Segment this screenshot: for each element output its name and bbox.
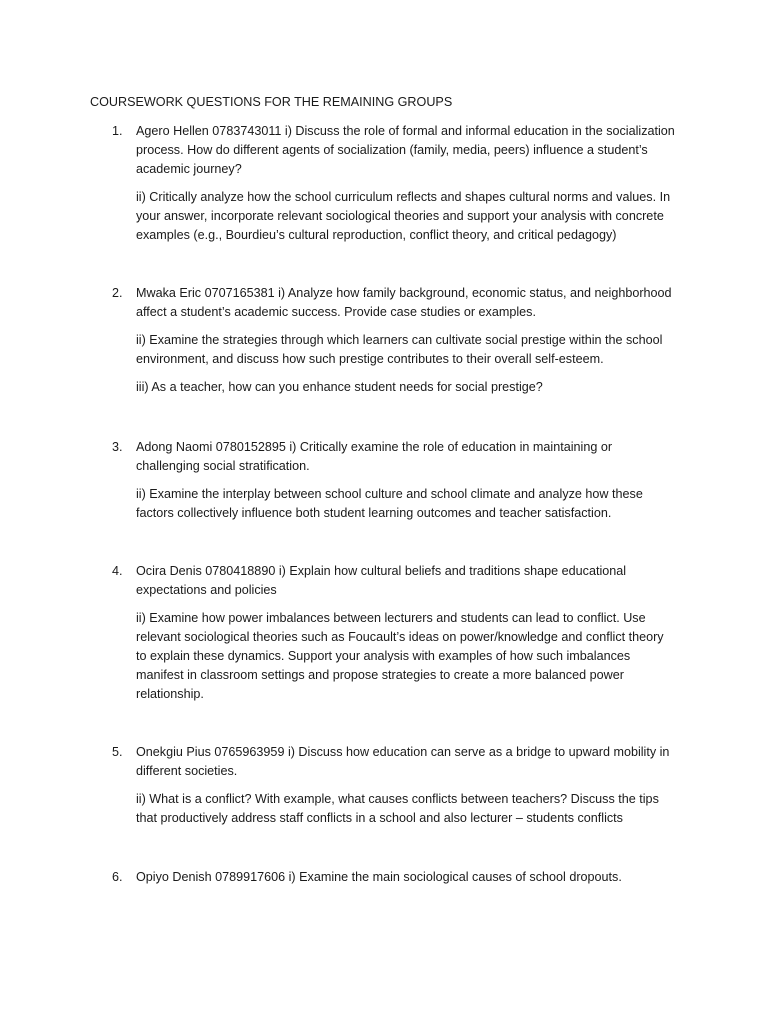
question-paragraph bbox=[136, 743, 690, 781]
text-line: academic journey? bbox=[136, 162, 242, 176]
item-number: 6. bbox=[112, 870, 123, 884]
list-item bbox=[90, 122, 690, 245]
item-number: 1. bbox=[112, 124, 123, 138]
question-paragraph bbox=[136, 609, 690, 704]
text-line: Agero Hellen 0783743011 i) Discuss the role of formal and informal education in the socialization bbox=[136, 124, 675, 138]
item-number: 5. bbox=[112, 745, 123, 759]
item-body bbox=[136, 868, 690, 887]
text-line: ii) Critically analyze how the school curriculum reflects and shapes cultural norms and values. In bbox=[136, 190, 671, 204]
document-heading: COURSEWORK QUESTIONS FOR THE REMAINING GROUPS bbox=[90, 95, 453, 109]
text-line: Onekgiu Pius 0765963959 i) Discuss how education can serve as a bridge to upward mobility in bbox=[136, 745, 670, 759]
item-number: 2. bbox=[112, 286, 123, 300]
text-line: relevant sociological theories such as Foucault’s ideas on power/knowledge and conflict theory bbox=[136, 630, 664, 644]
text-line: different societies. bbox=[136, 764, 238, 778]
text-line: examples (e.g., Bourdieu’s cultural reproduction, conflict theory, and critical pedagogy) bbox=[136, 228, 617, 242]
question-paragraph bbox=[136, 188, 690, 245]
text-line: Ocira Denis 0780418890 i) Explain how cultural beliefs and traditions shape educational bbox=[136, 564, 627, 578]
text-line: ii) What is a conflict? With example, what causes conflicts between teachers? Discuss the tips bbox=[136, 792, 659, 806]
item-number: 4. bbox=[112, 564, 123, 578]
text-line: your answer, incorporate relevant sociological theories and support your analysis with concrete bbox=[136, 209, 664, 223]
item-body bbox=[136, 743, 690, 828]
item-number: 3. bbox=[112, 440, 123, 454]
text-line: relationship. bbox=[136, 687, 204, 701]
question-paragraph bbox=[136, 331, 690, 369]
item-body bbox=[136, 562, 690, 704]
list-item bbox=[90, 284, 690, 397]
question-paragraph bbox=[136, 438, 690, 476]
text-line: affect a student’s academic success. Provide case studies or examples. bbox=[136, 305, 536, 319]
question-paragraph bbox=[136, 868, 690, 887]
question-paragraph bbox=[136, 562, 690, 600]
item-body bbox=[136, 122, 690, 245]
text-line: ii) Examine how power imbalances between lecturers and students can lead to conflict. Use bbox=[136, 611, 646, 625]
item-body bbox=[136, 438, 690, 523]
list-item bbox=[90, 562, 690, 704]
text-line: ii) Examine the interplay between school culture and school climate and analyze how these bbox=[136, 487, 643, 501]
question-paragraph bbox=[136, 122, 690, 179]
text-line: Mwaka Eric 0707165381 i) Analyze how family background, economic status, and neighborhood bbox=[136, 286, 672, 300]
text-line: manifest in classroom settings and propose strategies to create a more balanced power bbox=[136, 668, 624, 682]
list-item bbox=[90, 743, 690, 828]
question-paragraph bbox=[136, 284, 690, 322]
list-item bbox=[90, 438, 690, 523]
question-paragraph bbox=[136, 790, 690, 828]
text-line: to explain these dynamics. Support your analysis with examples of how such imbalances bbox=[136, 649, 631, 663]
text-line: factors collectively influence both student learning outcomes and teacher satisfaction. bbox=[136, 506, 612, 520]
text-line: iii) As a teacher, how can you enhance student needs for social prestige? bbox=[136, 380, 543, 394]
question-paragraph bbox=[136, 378, 690, 397]
item-body bbox=[136, 284, 690, 397]
text-line: ii) Examine the strategies through which learners can cultivate social prestige within the school bbox=[136, 333, 663, 347]
question-paragraph bbox=[136, 485, 690, 523]
text-line: Adong Naomi 0780152895 i) Critically examine the role of education in maintaining or bbox=[136, 440, 613, 454]
list-item bbox=[90, 868, 690, 887]
text-line: challenging social stratification. bbox=[136, 459, 310, 473]
text-line: expectations and policies bbox=[136, 583, 277, 597]
text-line: Opiyo Denish 0789917606 i) Examine the main sociological causes of school dropouts. bbox=[136, 870, 622, 884]
text-line: process. How do different agents of socialization (family, media, peers) influence a student’s bbox=[136, 143, 648, 157]
text-line: that productively address staff conflicts in a school and also lecturer – students conflicts bbox=[136, 811, 623, 825]
text-line: environment, and discuss how such prestige contributes to their overall self-esteem. bbox=[136, 352, 604, 366]
